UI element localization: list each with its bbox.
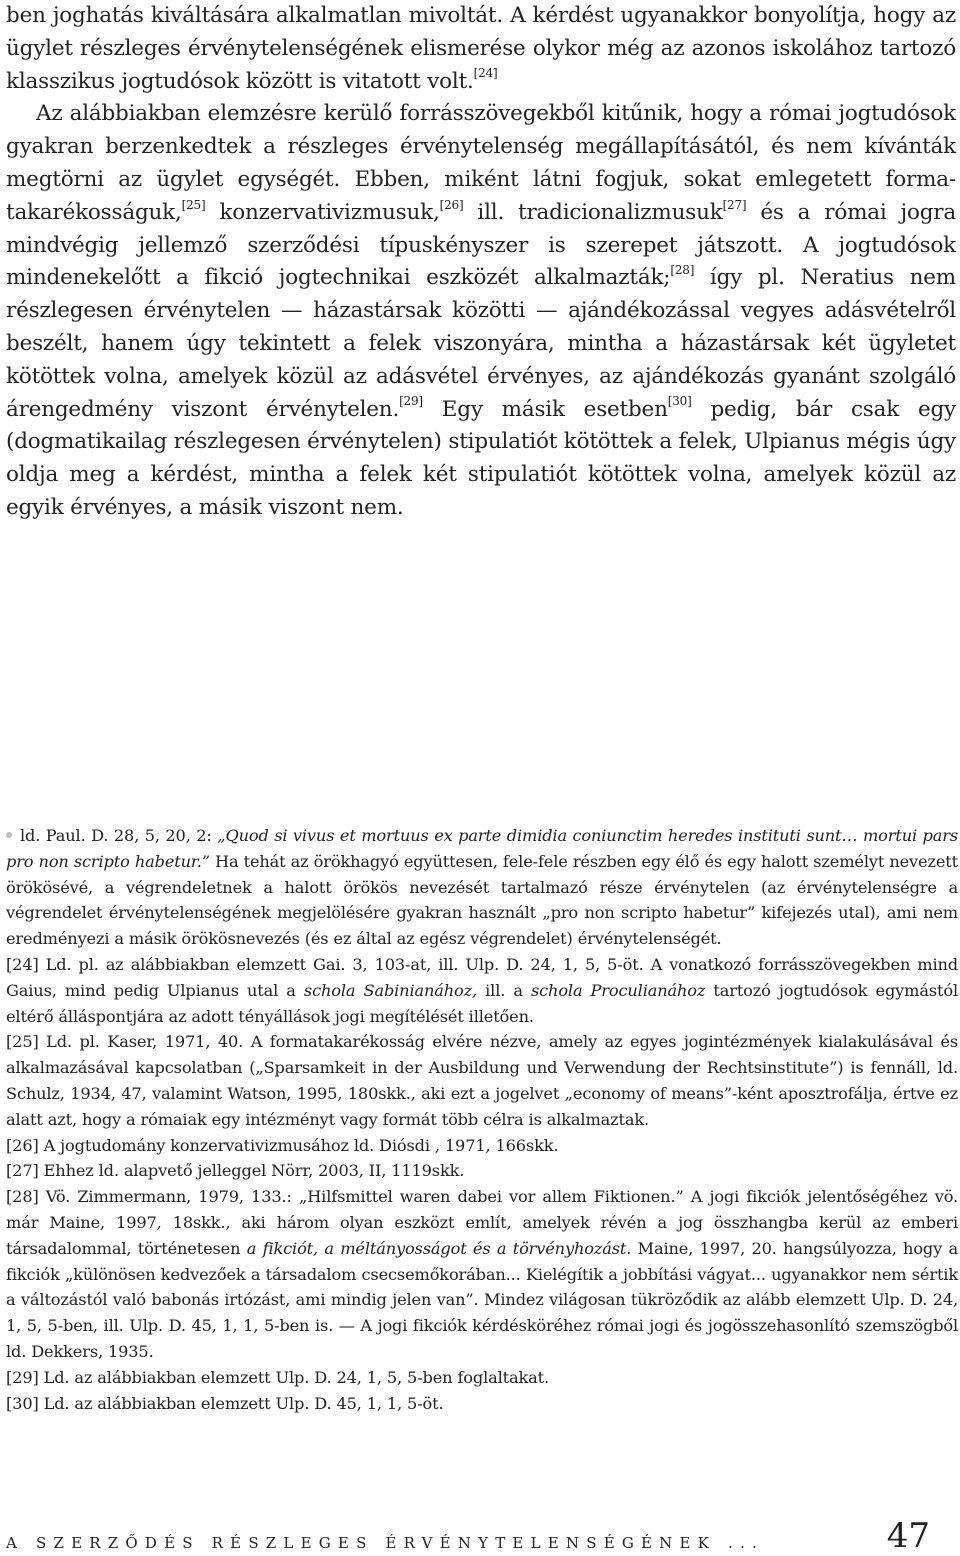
page-number: 47: [886, 1516, 930, 1556]
footnote-ref[interactable]: [29]: [399, 394, 423, 409]
footnote-29: [29] Ld. az alábbiakban elemzett Ulp. D. 24, 1, 5, 5-ben foglaltakat.: [6, 1367, 550, 1387]
footnote-27: [27] Ehhez ld. alapvető jelleggel Nörr, 2003, II, 1119skk.: [6, 1161, 465, 1181]
footnote-ref[interactable]: [26]: [439, 197, 464, 212]
footnote-ref[interactable]: [30]: [667, 394, 692, 409]
footnote-ref[interactable]: [27]: [722, 197, 747, 212]
paragraph-text: konzervativizmusuk,: [205, 199, 440, 225]
paragraph-text: Az alábbiakban elemzésre kerülő forrásszövegekből kitűnik, hogy a római jogtudósok gyakran berzenkedtek a részleges érvénytelenség megállapításától, és nem kívánták megtörni az ügylet egységét. Ebben, miként látni fogjuk, sokat emlegetett forma-takarékosságuk,: [6, 101, 956, 225]
footnote-continued: ld. Paul. D. 28, 5, 20, 2: „Quod si vivus et mortuus ex parte dimidia coniunctim heredes instituti sunt… mortui pars pro non scripto habetur.” Ha tehát az örökhagyó együttesen, fele-fele részben egy élő és egy halott személyt nevezett örökösévé, a végrendeletnek a halott örökös nevezését tartalmazó része érvénytelen (az érvénytelenségre a végrendelet érvénytelenségének megjelölésére gyakran használt „pro non scripto habetur” kifejezés utal), ami nem eredményezi a másik örökösnevezés (és ez által az egész végrendelet) érvénytelenségét.: [6, 826, 958, 949]
paragraph-text: Egy másik esetben: [422, 396, 668, 422]
footnote-28: [28] Vö. Zimmermann, 1979, 133.: „Hilfsmittel waren dabei vor allem Fiktionen.” A jogi fikciók jelentőségéhez vö. már Maine, 1997, 18skk., aki három olyan eszközt említ, amelyek révén a jog összhangba kerül az emberi társadalommal, történetesen a fikciót, a méltányosságot és a törvényhozást. Maine, 1997, 20. hangsúlyozza, hogy a fikciók „különösen kedvezőek a társadalom csecsemőkorában... Kielégítik a jobbítási vágyat... ugyanakkor nem sértik a változástól való babonás irtózást, ami mindig jelen van”. Mindez világosan tükröződik az alább elemzett Ulp. D. 24, 1, 5, 5-ben, ill. Ulp. D. 45, 1, 1, 5-ben is. — A jogi fikciók kérdésköréhez római jogi és jogösszehasonlító szemszögből ld. Dekkers, 1935.: [6, 1187, 958, 1361]
paragraph-2: [6, 98, 956, 524]
bullet-icon: [6, 832, 12, 838]
footnotes: [6, 823, 958, 1416]
footnote-ref[interactable]: [24]: [473, 66, 498, 81]
paragraph-text: és a római jogra mindvégig jellemző szerződési típuskényszer is szerepet játszott. A jogtudósok mindenekelőtt a fikció jogtechnikai eszközét alkalmazták;: [6, 199, 956, 291]
footnote-ref[interactable]: [25]: [181, 197, 206, 212]
paragraph-text: pedig, bár csak egy (dogmatikailag részlegesen érvénytelen) stipulatiót kötöttek a felek, Ulpianus mégis úgy oldja meg a kérdést, mintha a felek két stipulatiót kötöttek volna, amelyek közül az egyik érvényes, a másik viszont nem.: [6, 396, 957, 520]
footnote-30: [30] Ld. az alábbiakban elemzett Ulp. D. 45, 1, 1, 5-öt.: [6, 1393, 444, 1413]
paragraph-text: ben joghatás kiváltására alkalmatlan mivoltát. A kérdést ugyanakkor bonyolítja, hogy az ügylet részleges érvénytelenségének elismerése olykor még az azonos iskolához tartozó klasszikus jogtudósok között is vitatott volt.: [6, 3, 956, 94]
footnote-25: [25] Ld. pl. Kaser, 1971, 40. A formatakarékosság elvére nézve, amely az egyes jogintézmények kialakulásával és alkalmazásával kapcsolatban („Sparsamkeit in der Ausbildung und Verwendung der Rechtsinstitute”) is fennáll, ld. Schulz, 1934, 47, valamint Watson, 1995, 180skk., aki ezt a jogelvet „economy of means”-ként aposztrofálja, értve ez alatt azt, hogy a rómaiak egy intézményt vagy formát több célra is alkalmaztak.: [6, 1032, 958, 1129]
paragraph-1: [6, 0, 956, 98]
running-footer-title: A SZERZŐDÉS RÉSZLEGES ÉRVÉNYTELENSÉGÉNEK ...: [6, 1534, 764, 1552]
footnote-ref[interactable]: [28]: [670, 263, 695, 278]
paragraph-text: így pl. Neratius nem részlegesen érvénytelen — házastársak közötti — ajándékozással vegyes adásvételről beszélt, hanem úgy tekintett a felek viszonyára, mintha a házastársak két ügyletet kötöttek volna, amelyek közül az adásvétel érvényes, az ajándékozás gyanánt szolgáló árengedmény viszont érvénytelen.: [6, 265, 956, 422]
footnote-26: [26] A jogtudomány konzervativizmusához ld. Diósdi , 1971, 166skk.: [6, 1135, 559, 1155]
footnote-24: [24] Ld. pl. az alábbiakban elemzett Gai. 3, 103-at, ill. Ulp. D. 24, 1, 5, 5-öt. A vonatkozó forrásszövegekben mind Gaius, mind pedig Ulpianus utal a schola Sabinianához, ill. a schola Proculianához tartozó jogtudósok egymástól eltérő álláspontjára az adott tényállások jogi megítélését illetően.: [6, 954, 958, 1026]
paragraph-text: ill. tradicionalizmusuk: [463, 199, 723, 225]
main-text: [6, 0, 956, 525]
